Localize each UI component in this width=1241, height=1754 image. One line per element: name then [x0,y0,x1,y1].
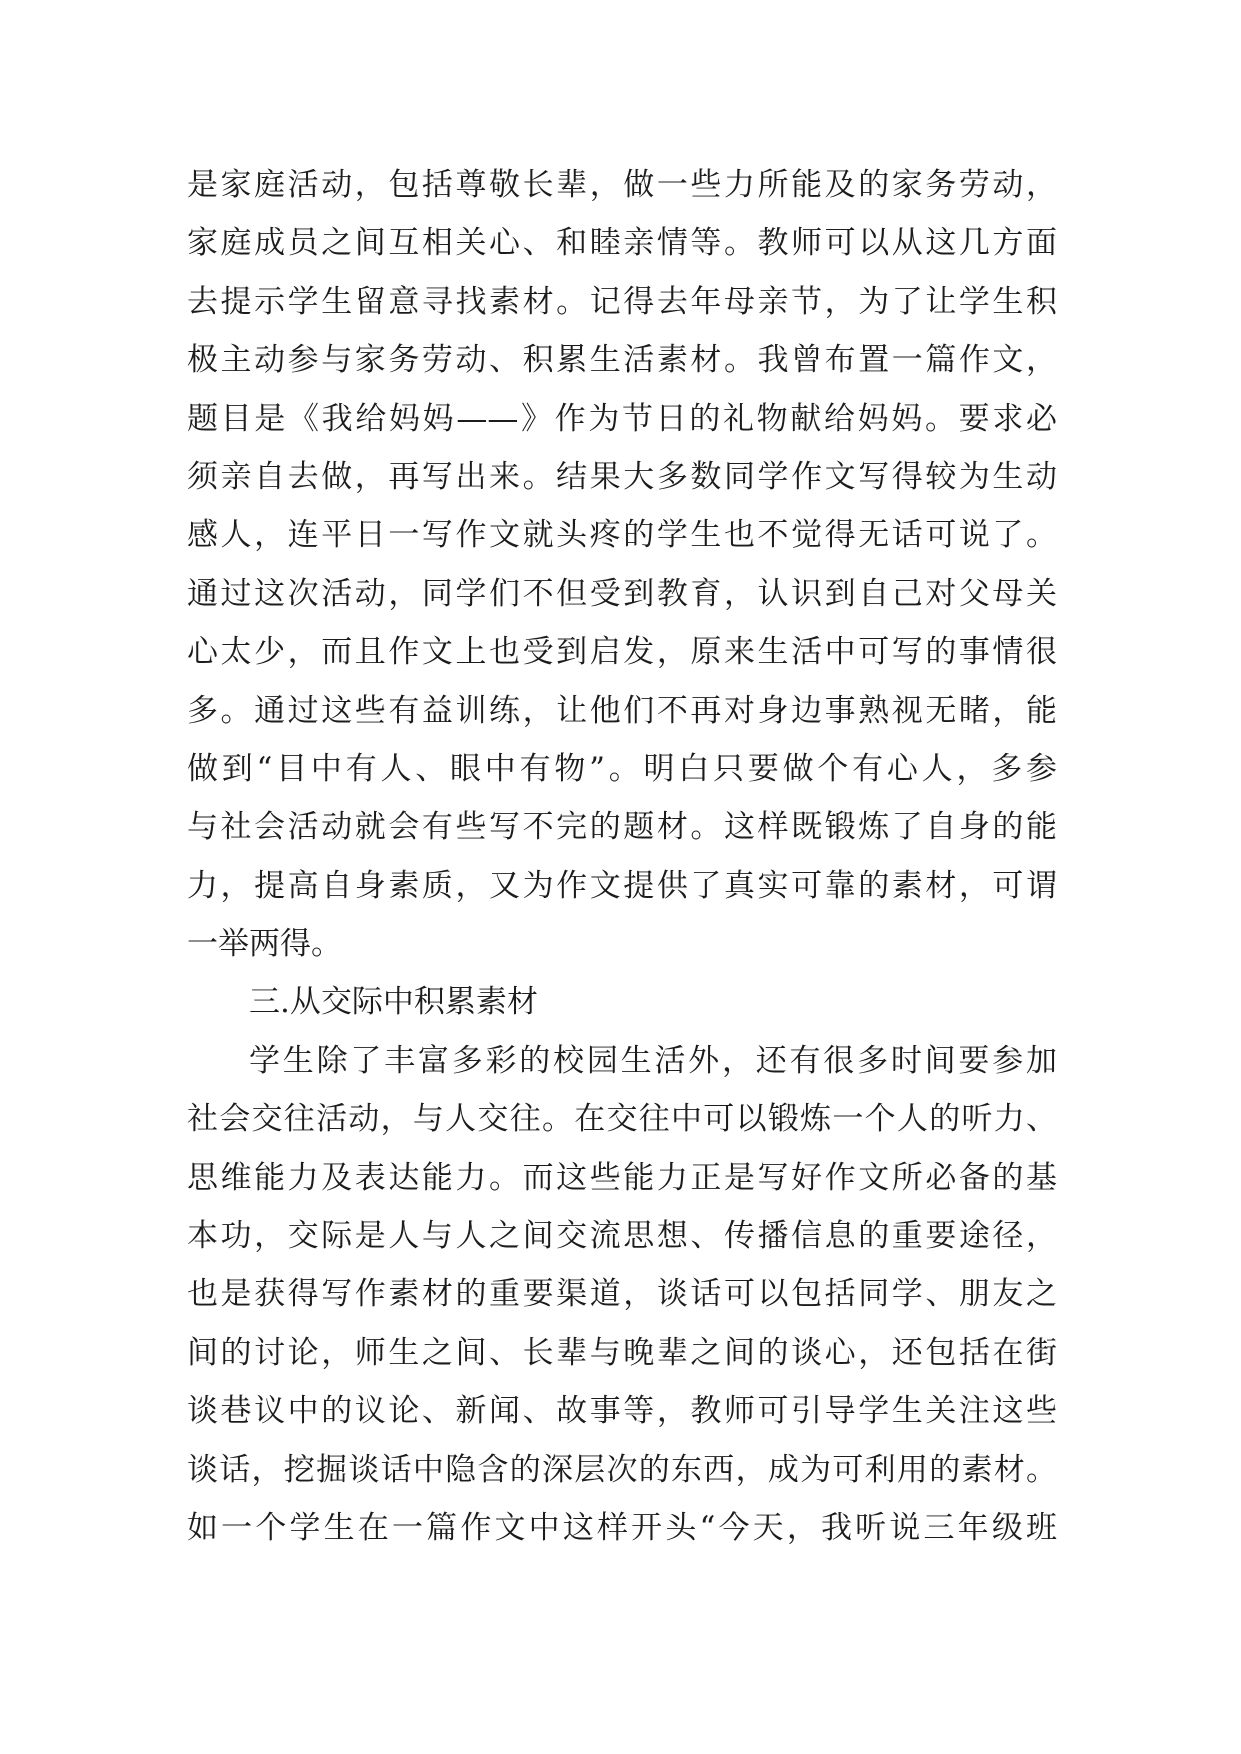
text-line: 谈话，挖掘谈话中隐含的深层次的东西，成为可利用的素材。 [187,1451,1057,1488]
text-line: 间的讨论，师生之间、长辈与晚辈之间的谈心，还包括在街 [187,1334,1057,1371]
text-line: 与社会活动就会有些写不完的题材。这样既锻炼了自身的能 [187,809,1057,846]
text-line: 一举两得。 [187,926,342,963]
text-line: 家庭成员之间互相关心、和睦亲情等。教师可以从这几方面 [187,225,1057,262]
text-line: 力，提高自身素质，又为作文提供了真实可靠的素材，可谓 [187,867,1057,904]
text-line: 是家庭活动，包括尊敬长辈，做一些力所能及的家务劳动， [187,167,1057,203]
text-line: 本功，交际是人与人之间交流思想、传播信息的重要途径， [187,1218,1057,1255]
text-line: 思维能力及表达能力。而这些能力正是写好作文所必备的基 [187,1159,1057,1196]
section-heading: 三.从交际中积累素材 [249,984,538,1021]
text-line: 做到“目中有人、眼中有物”。明白只要做个有心人，多参 [187,750,1057,787]
text-line: 心太少，而且作文上也受到启发，原来生活中可写的事情很 [187,634,1057,671]
text-line: 极主动参与家务劳动、积累生活素材。我曾布置一篇作文， [187,342,1057,379]
text-line: 题目是《我给妈妈——》作为节日的礼物献给妈妈。要求必 [187,400,1057,437]
text-line: 社会交往活动，与人交往。在交往中可以锻炼一个人的听力、 [187,1101,1057,1138]
text-line: 通过这次活动，同学们不但受到教育，认识到自己对父母关 [187,575,1057,612]
document-body [187,156,1057,1557]
text-line: 感人，连平日一写作文就头疼的学生也不觉得无话可说了。 [187,517,1057,554]
text-line: 多。通过这些有益训练，让他们不再对身边事熟视无睹，能 [187,692,1057,729]
text-line: 如一个学生在一篇作文中这样开头“今天，我听说三年级班 [187,1509,1057,1546]
text-line: 谈巷议中的议论、新闻、故事等，教师可引导学生关注这些 [187,1393,1057,1430]
text-line: 也是获得写作素材的重要渠道，谈话可以包括同学、朋友之 [187,1276,1057,1313]
text-line: 学生除了丰富多彩的校园生活外，还有很多时间要参加 [249,1042,1057,1079]
text-line: 须亲自去做，再写出来。结果大多数同学作文写得较为生动 [187,458,1057,495]
text-line: 去提示学生留意寻找素材。记得去年母亲节，为了让学生积 [187,283,1057,320]
